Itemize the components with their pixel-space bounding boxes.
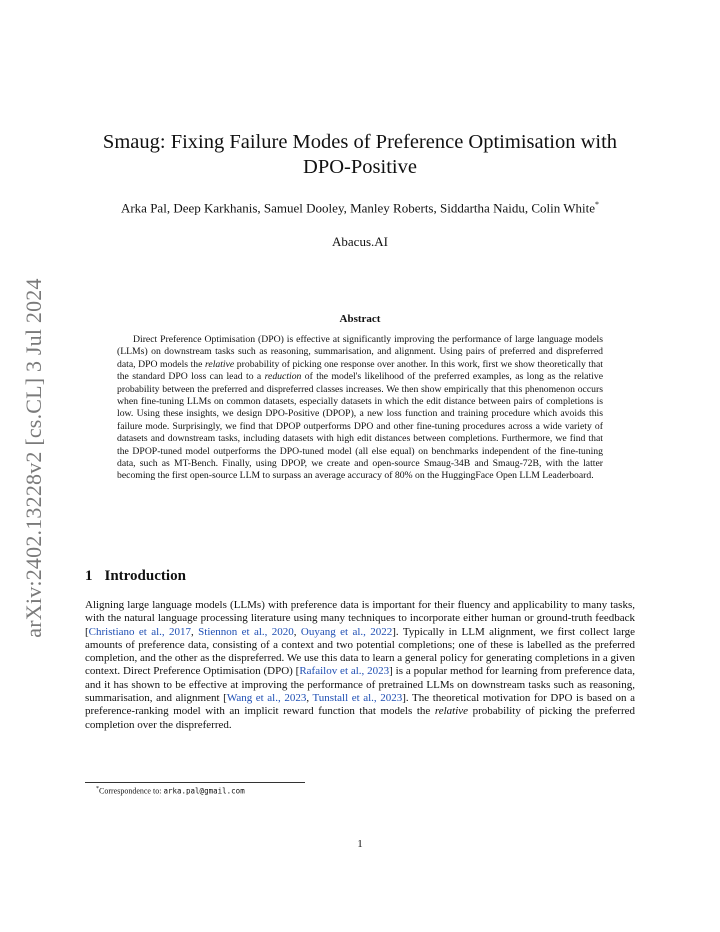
- intro-text: ]. Typically in LLM alignment, we first collect large amounts of preference data, consisting of a context and two potential completions; one of these is labelled as the preferred completion, and the other as the dispreferred. We use this data to learn a general policy for generating completions in a given context. Direct Preference Optimisation (DPO) [: [85, 625, 636, 678]
- footnote: [96, 786, 245, 796]
- abstract-text-1: Direct Preference Optimisation (DPO) is effective at significantly improving the performance of large language models (LLMs) on downstream tasks such as reasoning, summarisation, and alignment. Using pairs of preferred and dispreferred data, DPO models the: [117, 334, 603, 370]
- intro-text: ,: [293, 625, 301, 638]
- intro-text: ,: [306, 692, 313, 705]
- footnote-marker: *: [96, 786, 99, 792]
- section-heading-introduction: [85, 568, 186, 585]
- author-names: Arka Pal, Deep Karkhanis, Samuel Dooley, Manley Roberts, Siddartha Naidu, Colin White: [120, 200, 596, 216]
- abstract-heading: Abstract: [339, 313, 381, 325]
- intro-emphasis-relative: relative: [434, 705, 469, 718]
- citation-link[interactable]: Wang et al., 2023: [226, 692, 307, 705]
- intro-text: ]. The theoretical motivation for DPO is based on a preference-ranking model with an implicit reward function that models the: [85, 692, 635, 718]
- abstract-text-3: of the model's likelihood of the preferred examples, as long as the relative probability between the preferred and dispreferred classes increases. We then show empirically that this phenomenon occurs when fine-tuning LLMs on common datasets, especially datasets in which the edit distance between pairs of completions is low. Using these insights, we design DPO-Positive (DPOP), a new loss function and training procedure which avoids this failure mode. Surprisingly, we find that DPOP outperforms DPO and other fine-tuning procedures across a wide variety of datasets and downstream tasks, including datasets with high edit distances between completions. Furthermore, we find that the DPOP-tuned model outperforms the DPO-tuned model (all else equal) on benchmarks independent of the fine-tuning data, such as MT-Bench. Finally, using DPOP, we create and open-source Smaug-34B and Smaug-72B, with the latter becoming the first open-source LLM to surpass an average accuracy of 80% on the HuggingFace Open LLM Leaderboard.: [117, 371, 603, 482]
- abstract-emphasis-relative: relative: [205, 358, 235, 370]
- page-number: 1: [357, 838, 363, 850]
- citation-link[interactable]: Christiano et al., 2017: [88, 625, 192, 638]
- correspondence-email[interactable]: arka.pal@gmail.com: [163, 786, 245, 796]
- citation-link[interactable]: Stiennon et al., 2020: [198, 625, 294, 638]
- intro-text: ] is a popular method for learning from preference data, and it has shown to be effective at improving the performance of pretrained LLMs on downstream tasks such as reasoning, summarisation, and alignment [: [85, 665, 635, 705]
- abstract-emphasis-reduction: reduction: [264, 371, 302, 383]
- citation-link[interactable]: Ouyang et al., 2022: [300, 625, 393, 638]
- section-title: Introduction: [104, 568, 186, 584]
- author-footnote-marker: *: [595, 200, 600, 209]
- citation-link[interactable]: Rafailov et al., 2023: [299, 665, 390, 678]
- author-list: [60, 200, 660, 216]
- intro-text: Aligning large language models (LLMs) with preference data is important for their fluency and applicability to many tasks, with the natural language processing literature using many techniques to incorporate either human or ground-truth feedback [: [85, 599, 635, 638]
- intro-text: ,: [191, 625, 199, 638]
- abstract-text-2: probability of picking one response over another. In this work, first we show theoretically that the standard DPO loss can lead to a: [117, 358, 603, 383]
- affiliation: Abacus.AI: [332, 234, 388, 249]
- abstract-body: [117, 334, 603, 483]
- footnote-divider: [85, 782, 305, 783]
- introduction-paragraph: [85, 599, 635, 732]
- section-number: 1: [85, 568, 93, 584]
- footnote-label: Correspondence to:: [99, 786, 164, 796]
- intro-text: probability of picking the preferred completion over the dispreferred.: [85, 705, 635, 731]
- citation-link[interactable]: Tunstall et al., 2023: [312, 692, 403, 705]
- paper-title: Smaug: Fixing Failure Modes of Preference Optimisation with DPO-Positive: [102, 131, 618, 178]
- arxiv-identifier: arXiv:2402.13228v2 [cs.CL] 3 Jul 2024: [21, 278, 46, 638]
